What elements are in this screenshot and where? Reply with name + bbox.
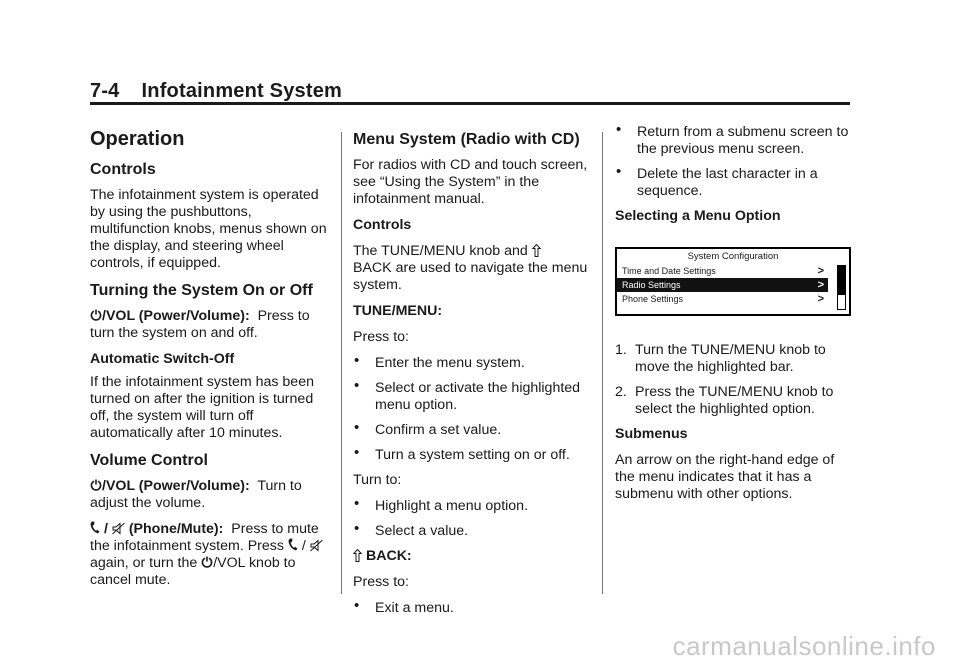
power-icon [90,309,102,321]
knob-text-1: The TUNE/MENU knob and [353,243,528,259]
list-item: • Select a value. [354,520,469,539]
list-item: • Delete the last character in a sequence. [616,163,818,199]
press-bullets [353,352,593,464]
press-to-label-2: Press to: [353,574,409,590]
knob-paragraph [353,243,593,294]
page-number: 7-4 [90,80,120,102]
power-paragraph [90,308,330,342]
heading-submenus: Submenus [615,426,688,442]
mute-label: (Phone/Mute): [128,521,224,537]
list-item: • Select or activate the highlighted menu option. [354,377,581,413]
menu-item-radio-settings: Radio Settings > [617,278,828,292]
list-item: • Highlight a menu option. [354,495,529,514]
back-icon [532,244,541,257]
chapter-title: Infotainment System [141,80,343,102]
heading-operation: Operation [90,128,185,150]
volume-paragraph [90,478,330,512]
heading-back: BACK: [365,548,412,564]
heading-turning-on-off: Turning the System On or Off [90,282,313,299]
press-to-label: Press to: [353,329,409,345]
back-icon [353,549,362,562]
heading-auto-switch-off: Automatic Switch-Off [90,351,235,367]
mute-slash: / [103,521,108,537]
step-item: 2. Press the TUNE/MENU knob to select the highlighted option. [615,384,834,417]
power-icon [90,479,102,491]
column-divider [341,132,342,594]
list-item: • Enter the menu system. [354,352,525,371]
power-label: /VOL (Power/Volume): [102,308,250,324]
column-1 [90,128,330,598]
mute-slash-2: / [301,538,306,554]
heading-menu-system: Menu System (Radio with CD) [353,131,580,148]
chevron-right-icon: > [817,265,824,277]
page-header [90,80,342,103]
list-item: • Return from a submenu screen to the previous menu screen. [616,121,849,157]
heading-tune-menu: TUNE/MENU: [353,303,443,319]
mute-paragraph [90,521,330,589]
power-icon [201,556,213,568]
column-3 [615,121,855,512]
heading-volume-control: Volume Control [90,452,208,469]
mute-text-3: /VOL knob to cancel mute. [90,555,296,588]
column-2 [353,130,593,625]
auto-paragraph: If the infotainment system has been turned on after the ignition is turned off, the system will turn off automatically after 10 minutes. [90,374,314,441]
menu-item-time-date: Time and Date Settings > [622,265,824,277]
heading-controls: Controls [90,161,156,178]
step-item: 1. Turn the TUNE/MENU knob to move the highlighted bar. [615,342,826,375]
menu-item-phone-settings: Phone Settings > [622,293,824,305]
chevron-right-icon: > [817,279,824,291]
list-item: • Confirm a set value. [354,419,502,438]
menu-title: System Configuration [687,251,779,262]
back-heading-paragraph [353,548,593,565]
column-divider [602,132,603,594]
phone-icon [288,538,298,551]
mute-icon [112,522,125,535]
header-rule [90,102,850,105]
submenus-paragraph: An arrow on the right-hand edge of the menu indicates that it has a submenu with other options. [615,452,835,502]
chevron-right-icon: > [817,293,824,305]
menu-intro-paragraph: For radios with CD and touch screen, see “Using the System” in the infotainment manual. [353,157,588,207]
scrollbar [837,265,846,310]
heading-selecting-menu-option: Selecting a Menu Option [615,208,781,224]
menu-screen-illustration [615,247,851,316]
mute-text-1: Press to mute the infotainment system. Press [90,521,319,554]
watermark: carmanualsonline.info [672,631,936,661]
power-text: Press to turn the system on and off. [90,308,310,341]
knob-text-2: BACK are used to navigate the menu system. [353,260,588,293]
heading-controls-2: Controls [353,217,412,233]
list-item: • Turn a system setting on or off. [354,444,570,463]
volume-label: /VOL (Power/Volume): [102,478,250,494]
controls-paragraph: The infotainment system is operated by using the pushbuttons, multifunction knobs, menus shown on the display, and steering wheel controls, if equipped. [90,187,327,271]
turn-to-label: Turn to: [353,472,402,488]
volume-text: Turn to adjust the volume. [90,478,302,511]
mute-text-2: again, or turn the [90,555,198,571]
scrollbar-thumb [838,266,845,295]
turn-bullets [353,495,593,540]
mute-icon [310,539,323,552]
phone-icon [90,521,100,534]
list-item: • Exit a menu. [354,597,454,616]
